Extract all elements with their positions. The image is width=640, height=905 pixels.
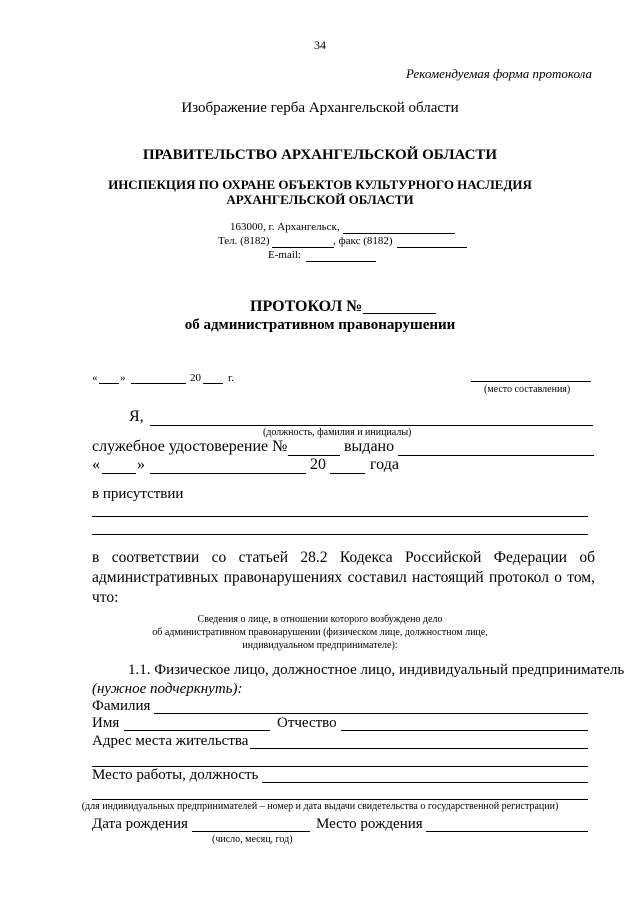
underline-needed-note: (нужное подчеркнуть): — [92, 681, 243, 697]
government-title: ПРАВИТЕЛЬСТВО АРХАНГЕЛЬСКОЙ ОБЛАСТИ — [142, 147, 498, 163]
info-line3: индивидуальном предпринимателе): — [242, 640, 398, 651]
birth-place-label: Место рождения — [316, 816, 423, 832]
address-email: E-mail: — [268, 249, 301, 261]
place-blank[interactable] — [471, 381, 591, 382]
cert-month-blank[interactable] — [150, 473, 306, 474]
cert-date-quote-close: » — [137, 456, 145, 473]
date-day-blank[interactable] — [99, 383, 119, 384]
surname-input[interactable] — [154, 713, 588, 714]
issued-label: выдано — [344, 438, 395, 455]
patronymic-input[interactable] — [341, 730, 588, 731]
work-input[interactable] — [262, 782, 588, 783]
phone-blank[interactable] — [272, 247, 334, 248]
cert-day-blank[interactable] — [102, 473, 136, 474]
name-input[interactable] — [124, 730, 270, 731]
position-blank[interactable] — [150, 425, 593, 426]
paragraph-line1: в соответствии со статьей 28.2 Кодекса Российской Федерации об — [92, 549, 595, 566]
i-label: Я, — [129, 408, 144, 425]
cert-date-quote-open: « — [92, 456, 100, 473]
presence-blank-1[interactable] — [92, 516, 588, 517]
address-label: Адрес места жительства — [92, 733, 249, 749]
address-postal: 163000, г. Архангельск, — [230, 221, 340, 233]
issued-by-blank[interactable] — [398, 455, 594, 456]
coat-of-arms-caption: Изображение герба Архангельской области — [181, 100, 459, 116]
cert-year-suffix: года — [370, 456, 399, 473]
patronymic-label: Отчество — [277, 715, 337, 731]
birth-date-caption: (число, месяц, год) — [212, 834, 293, 845]
work-label: Место работы, должность — [92, 767, 259, 783]
protocol-title: ПРОТОКОЛ № — [250, 298, 363, 315]
address-postal-blank[interactable] — [343, 233, 455, 234]
position-caption: (должность, фамилия и инициалы) — [263, 427, 412, 438]
page-number: 34 — [314, 38, 326, 52]
inspection-title-line1: ИНСПЕКЦИЯ ПО ОХРАНЕ ОБЪЕКТОВ КУЛЬТУРНОГО НАСЛЕДИЯ — [108, 177, 532, 192]
date-quote-close: » — [120, 372, 126, 384]
work-input-line2[interactable] — [92, 799, 588, 800]
protocol-number-blank[interactable] — [363, 313, 436, 314]
presence-blank-2[interactable] — [92, 534, 588, 535]
date-year-blank[interactable] — [203, 383, 223, 384]
paragraph-line3: что: — [92, 589, 119, 606]
date-year-prefix: 20 — [190, 372, 201, 384]
birth-date-input[interactable] — [192, 831, 310, 832]
fax-blank[interactable] — [397, 247, 467, 248]
address-fax: , факс (8182) — [333, 235, 393, 247]
email-blank[interactable] — [306, 261, 376, 262]
entrepreneur-caption: (для индивидуальных предпринимателей – номер и дата выдачи свидетельства о государственной регистрации) — [81, 801, 559, 812]
cert-year-blank[interactable] — [330, 473, 365, 474]
presence-label: в присутствии — [92, 486, 184, 502]
info-line1: Сведения о лице, в отношении которого возбуждено дело — [197, 614, 443, 625]
address-phone: Тел. (8182) — [218, 235, 270, 247]
birth-date-label: Дата рождения — [92, 816, 188, 832]
name-label: Имя — [92, 715, 120, 731]
address-input[interactable] — [250, 748, 588, 749]
recommended-form-note: Рекомендуемая форма протокола — [406, 66, 592, 81]
date-month-blank[interactable] — [131, 383, 186, 384]
date-quote-open: « — [92, 372, 98, 384]
surname-label: Фамилия — [92, 698, 151, 714]
inspection-title-line2: АРХАНГЕЛЬСКОЙ ОБЛАСТИ — [226, 192, 414, 207]
protocol-subtitle: об административном правонарушении — [184, 317, 456, 333]
place-caption: (место составления) — [484, 384, 571, 395]
info-line2: об административном правонарушении (физическом лице, должностном лице, — [152, 627, 488, 638]
paragraph-line2: административных правонарушениях составил настоящий протокол о том, — [92, 569, 595, 586]
date-year-suffix: г. — [228, 372, 235, 384]
section-1-1-title: 1.1. Физическое лицо, должностное лицо, индивидуальный предприниматель — [128, 662, 625, 678]
certificate-label: служебное удостоверение № — [92, 438, 288, 455]
birth-place-input[interactable] — [426, 831, 588, 832]
cert-year-prefix: 20 — [310, 456, 326, 473]
